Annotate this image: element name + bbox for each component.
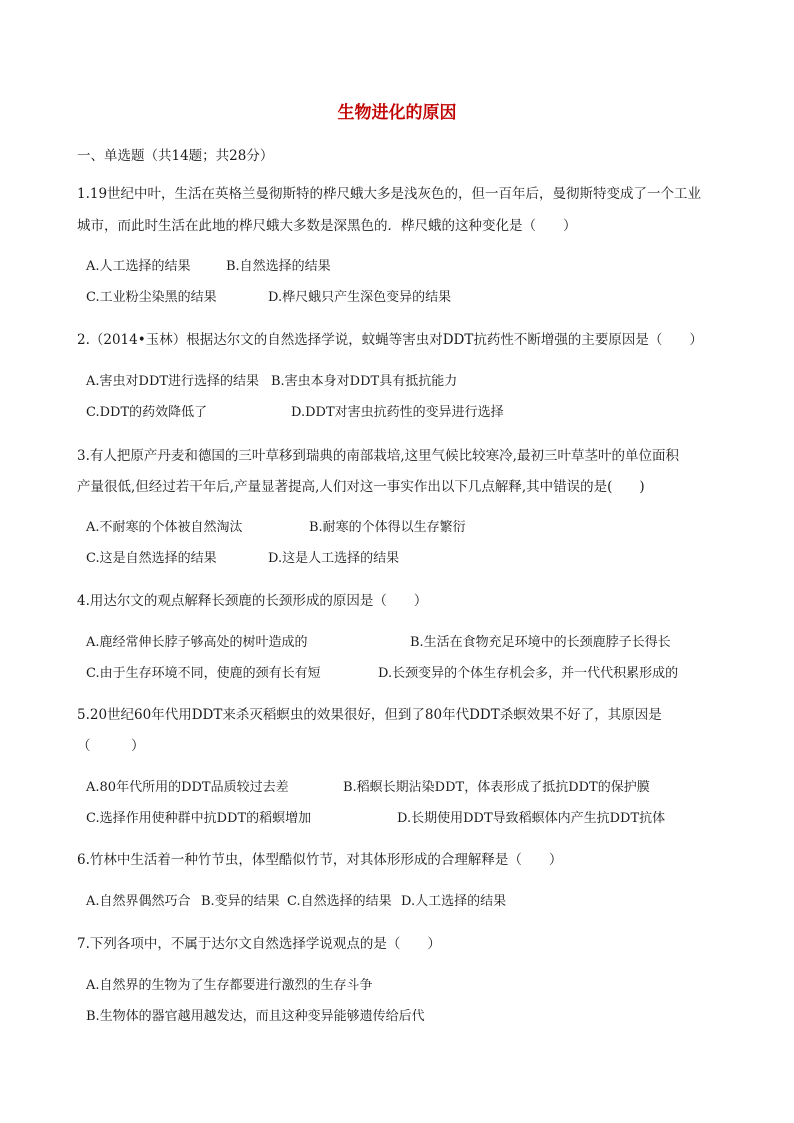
option-c[interactable]: C.工业粉尘染黑的结果	[86, 290, 217, 305]
option-a[interactable]: A.鹿经常伸长脖子够高处的树叶造成的	[86, 635, 308, 650]
option-b[interactable]: B.耐寒的个体得以生存繁衍	[309, 520, 466, 535]
option-b[interactable]: B.生物体的器官越用越发达，而且这种变异能够遗传给后代	[86, 1009, 425, 1024]
question-stem-line: 2.（2014•玉林）根据达尔文的自然选择学说，蚊蝇等害虫对DDT抗药性不断增强的主要原因是（ ）	[77, 332, 703, 348]
option-d[interactable]: D.长颈变异的个体生存机会多，并一代代积累形成的	[378, 666, 679, 681]
option-a[interactable]: A.自然界偶然巧合	[86, 894, 191, 909]
question-stem-line: 7.下列各项中，不属于达尔文自然选择学说观点的是（ ）	[77, 936, 441, 952]
question-stem-line: 城市，而此时生活在此地的桦尺蛾大多数是深黑色的．桦尺蛾的这种变化是（ ）	[77, 218, 577, 234]
section-header: 一、单选题（共14题；共28分）	[77, 148, 274, 164]
option-a[interactable]: A.80年代所用的DDT品质较过去差	[86, 780, 289, 795]
option-b[interactable]: B.害虫本身对DDT具有抵抗能力	[271, 374, 458, 389]
option-c[interactable]: C.自然选择的结果	[287, 894, 392, 909]
option-c[interactable]: C.DDT的药效降低了	[86, 405, 208, 420]
question-stem-line: 4.用达尔文的观点解释长颈鹿的长颈形成的原因是（ ）	[77, 593, 428, 609]
option-a[interactable]: A.害虫对DDT进行选择的结果	[86, 374, 260, 389]
option-d[interactable]: D.桦尺蛾只产生深色变异的结果	[268, 290, 452, 305]
option-a[interactable]: A.自然界的生物为了生存都要进行激烈的生存斗争	[86, 978, 373, 993]
document-title: 生物进化的原因	[337, 103, 457, 123]
option-d[interactable]: D.人工选择的结果	[401, 894, 507, 909]
option-c[interactable]: C.这是自然选择的结果	[86, 551, 217, 566]
option-b[interactable]: B.稻螟长期沾染DDT，体表形成了抵抗DDT的保护膜	[343, 780, 650, 795]
option-d[interactable]: D.这是人工选择的结果	[268, 551, 400, 566]
option-b[interactable]: B.生活在食物充足环境中的长颈鹿脖子长得长	[410, 635, 671, 650]
question-stem-line: 3.有人把原产丹麦和德国的三叶草移到瑞典的南部栽培,这里气候比较寒冷,最初三叶草茎叶的单位面积	[77, 448, 679, 464]
option-a[interactable]: A.不耐寒的个体被自然淘汰	[86, 520, 243, 535]
option-c[interactable]: C.由于生存环境不同，使鹿的颈有长有短	[86, 666, 321, 681]
option-d[interactable]: D.DDT对害虫抗药性的变异进行选择	[291, 405, 504, 420]
option-d[interactable]: D.长期使用DDT导致稻螟体内产生抗DDT抗体	[397, 811, 666, 826]
question-stem-line: （ ）	[77, 738, 145, 754]
question-stem-line: 1.19世纪中叶，生活在英格兰曼彻斯特的桦尺蛾大多是浅灰色的，但一百年后，曼彻斯特变成了一个工业	[77, 186, 702, 202]
option-b[interactable]: B.自然选择的结果	[226, 259, 331, 274]
question-stem-line: 5.20世纪60年代用DDT来杀灭稻螟虫的效果很好，但到了80年代DDT杀螟效果不好了，其原因是	[77, 707, 662, 723]
option-a[interactable]: A.人工选择的结果	[86, 259, 191, 274]
option-b[interactable]: B.变异的结果	[201, 894, 280, 909]
question-stem-line: 6.竹林中生活着一种竹节虫，体型酷似竹节，对其体形形成的合理解释是（ ）	[77, 852, 563, 868]
option-c[interactable]: C.选择作用使种群中抗DDT的稻螟增加	[86, 811, 312, 826]
question-stem-line: 产量很低,但经过若干年后,产量显著提高,人们对这一事实作出以下几点解释,其中错误的是( )	[77, 479, 645, 495]
